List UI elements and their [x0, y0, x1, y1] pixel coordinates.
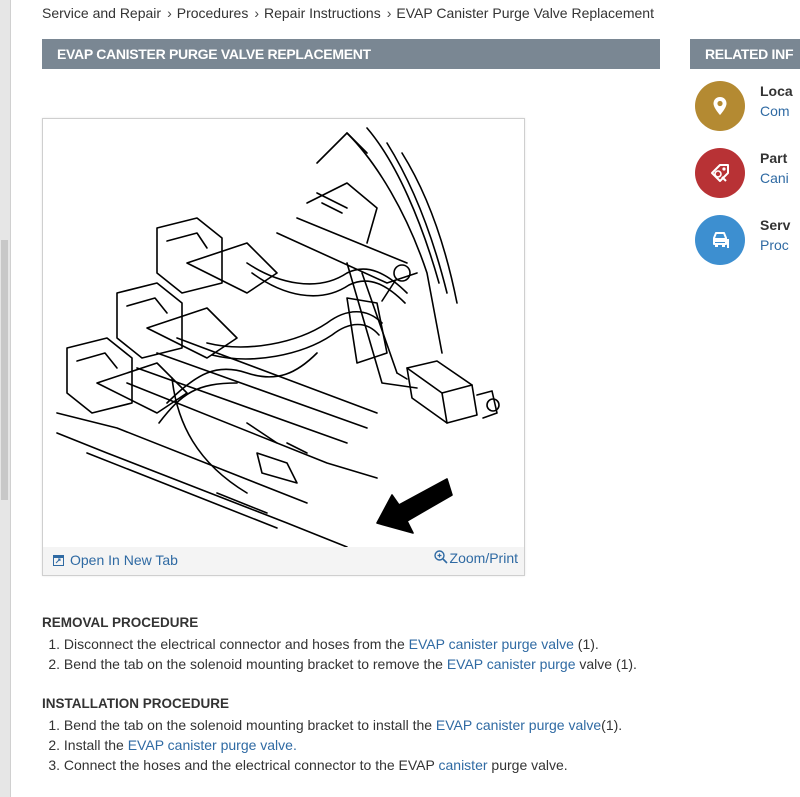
- related-info-title: RELATED INF: [705, 46, 794, 62]
- open-in-new-tab-link[interactable]: [53, 552, 178, 568]
- step-item: 2. Bend the tab on the solenoid mounting bracket to remove the EVAP canister purge valve (1).: [48, 656, 637, 672]
- zoom-icon: [434, 550, 448, 564]
- figure-footer: [43, 547, 524, 575]
- related-item-service[interactable]: [695, 215, 795, 267]
- related-item-title: Loca: [760, 83, 793, 99]
- zoom-print-link[interactable]: [434, 550, 518, 566]
- service-circle: [695, 215, 745, 265]
- chevron-right-icon: ›: [167, 5, 172, 21]
- page-title-bar: [42, 39, 660, 69]
- removal-heading: REMOVAL PROCEDURE: [42, 615, 199, 630]
- evap-valve-link[interactable]: EVAP canister purge: [446, 656, 576, 672]
- related-item-title: Serv: [760, 217, 791, 233]
- chevron-right-icon: ›: [254, 5, 259, 21]
- diagram-figure: [42, 118, 525, 576]
- zoom-print-label: Zoom/Print: [449, 550, 518, 566]
- step-item: 1. Disconnect the electrical connector and hoses from the EVAP canister purge valve (1).: [48, 636, 599, 652]
- parts-tag-icon: [709, 162, 731, 184]
- breadcrumb-item-repair-instructions[interactable]: Repair Instructions: [264, 5, 381, 21]
- breadcrumb: [42, 5, 654, 21]
- installation-steps: [42, 715, 622, 775]
- related-info-header: [690, 39, 800, 69]
- related-item-title: Part: [760, 150, 788, 166]
- related-item-link[interactable]: Com: [760, 103, 790, 119]
- related-item-location[interactable]: [695, 81, 795, 133]
- location-circle: [695, 81, 745, 131]
- removal-steps: [42, 634, 637, 674]
- related-item-link[interactable]: Cani: [760, 170, 789, 186]
- open-new-tab-icon: [53, 555, 64, 566]
- service-car-icon: [709, 229, 731, 251]
- evap-valve-link[interactable]: EVAP canister purge valve.: [127, 737, 297, 753]
- breadcrumb-item-procedures[interactable]: Procedures: [176, 5, 249, 21]
- location-pin-icon: [709, 95, 731, 117]
- evap-valve-link[interactable]: EVAP canister purge valve: [408, 636, 574, 652]
- open-tab-label: Open In New Tab: [70, 552, 178, 568]
- breadcrumb-item-current: EVAP Canister Purge Valve Replacement: [396, 5, 654, 21]
- page-title: EVAP CANISTER PURGE VALVE REPLACEMENT: [57, 46, 371, 62]
- canister-link[interactable]: canister: [438, 757, 488, 773]
- related-item-parts[interactable]: [695, 148, 795, 200]
- related-item-link[interactable]: Proc: [760, 237, 789, 253]
- installation-heading: INSTALLATION PROCEDURE: [42, 696, 229, 711]
- evap-valve-link[interactable]: EVAP canister purge valve: [435, 717, 602, 733]
- step-item: 3. Connect the hoses and the electrical connector to the EVAP canister purge valve.: [48, 757, 568, 773]
- step-item: 2. Install the EVAP canister purge valve.: [48, 737, 297, 753]
- evap-purge-valve-diagram[interactable]: [47, 123, 521, 547]
- step-item: 1. Bend the tab on the solenoid mounting bracket to install the EVAP canister purge valve(1).: [48, 717, 623, 733]
- parts-circle: [695, 148, 745, 198]
- chevron-right-icon: ›: [386, 5, 392, 21]
- breadcrumb-item-service-and-repair[interactable]: Service and Repair: [42, 5, 162, 21]
